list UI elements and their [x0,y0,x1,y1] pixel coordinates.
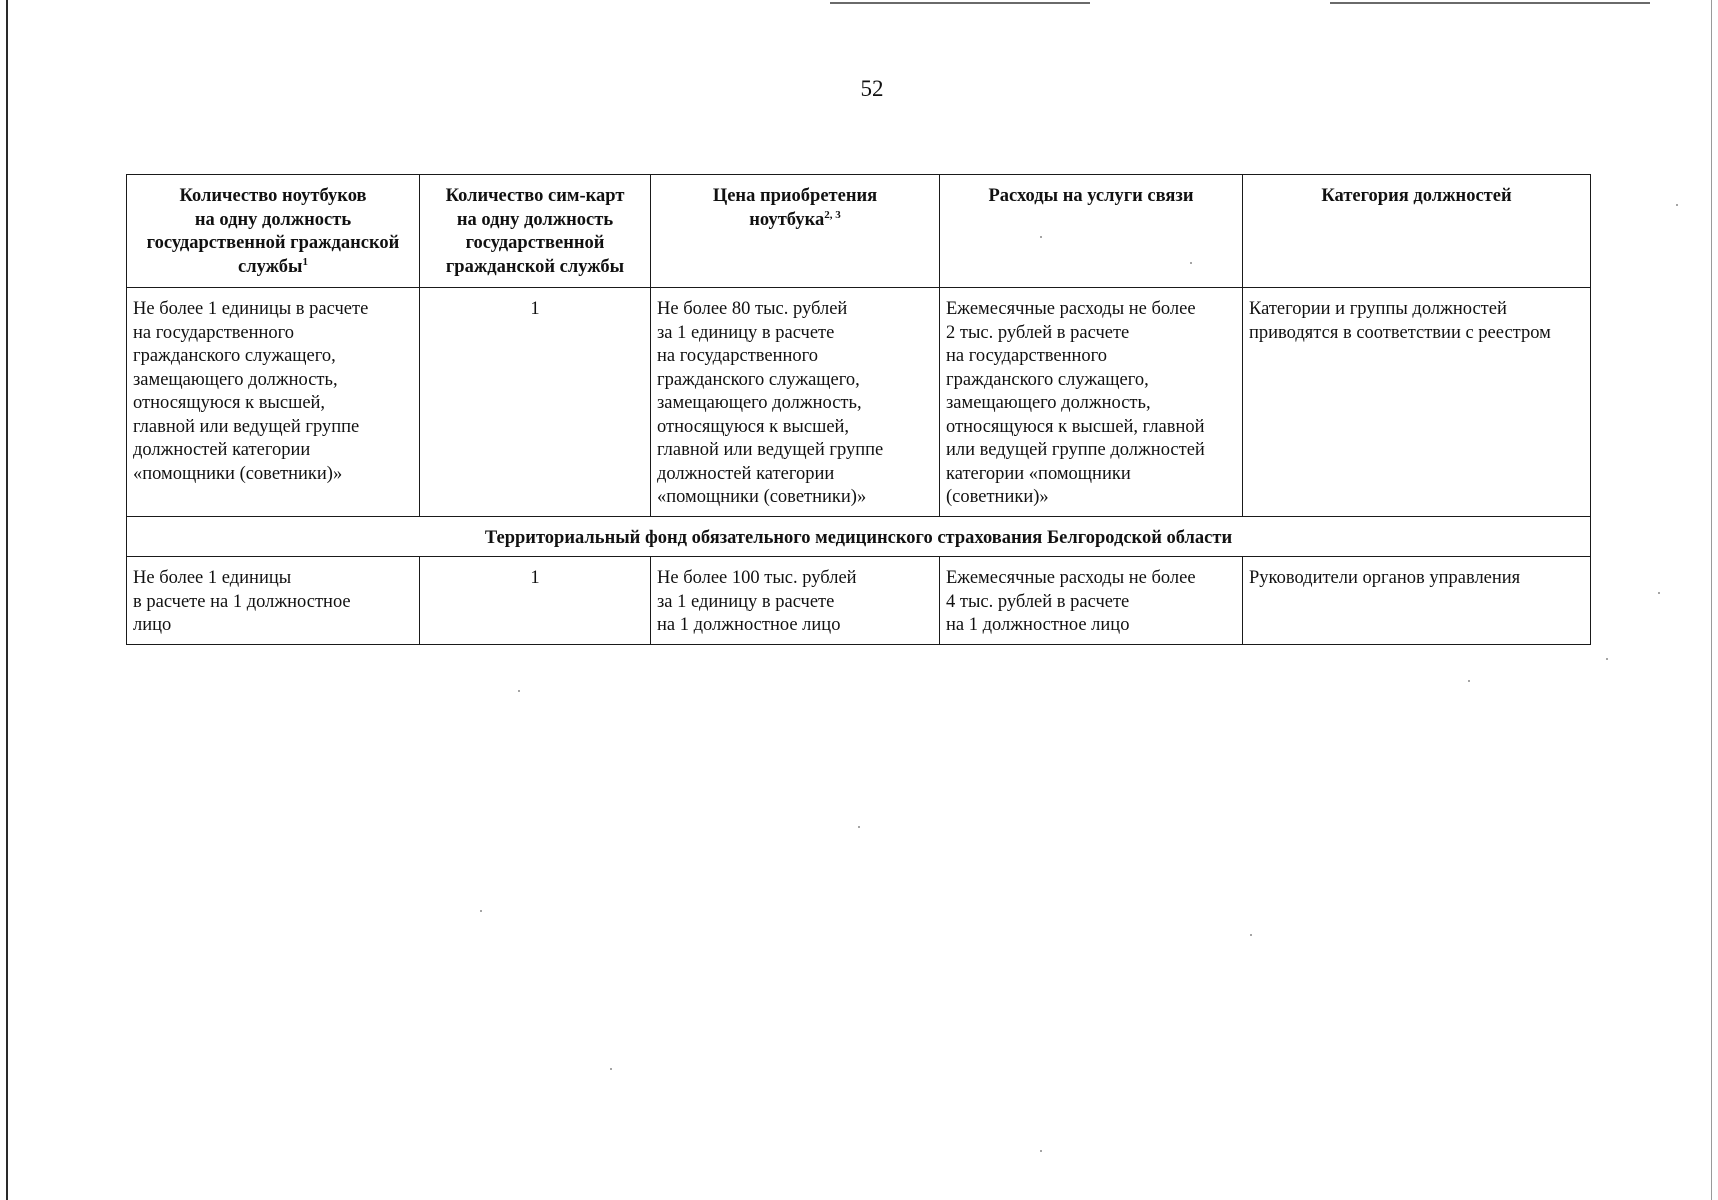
table-cell: Категории и группы должностей приводятся в соответствии с реестром [1243,288,1591,517]
section-title: Территориальный фонд обязательного медицинского страхования Белгородской области [127,516,1591,557]
expense-norms-table [126,174,1591,645]
scan-speck [1040,1150,1042,1152]
header-laptop-price: Цена приобретения ноутбука$^{2, 3}$ [651,175,940,288]
scan-speck [1040,236,1042,238]
header-sim-count: Количество сим-карт на одну должность государственной гражданской службы [420,175,651,288]
table-cell: 1 [420,288,651,517]
scan-speck [610,1068,612,1070]
section-row [127,516,1591,557]
table-cell: Не более 80 тыс. рублей за 1 единицу в расчете на государственного гражданского служащего, замещающего должность, относящуюся к высшей, главной или ведущей группе должностей категории «помощники (советники)» [651,288,940,517]
scan-speck [518,690,520,692]
scan-speck [858,826,860,828]
scan-top-mark [830,2,1090,4]
scan-speck [480,910,482,912]
scan-speck [1468,680,1470,682]
header-communication-costs: Расходы на услуги связи [940,175,1243,288]
scan-left-edge [6,0,8,1200]
table-cell: Ежемесячные расходы не более 2 тыс. рублей в расчете на государственного гражданского служащего, замещающего должность, относящуюся к высшей, главной или ведущей группе должностей категории «помощники (советники)» [940,288,1243,517]
scan-speck [1606,658,1608,660]
table-cell: Руководители органов управления [1243,557,1591,645]
scan-top-mark [1330,2,1650,4]
table-cell: 1 [420,557,651,645]
table-row [127,288,1591,517]
table-row [127,557,1591,645]
table-cell: Не более 1 единицы в расчете на 1 должностное лицо [127,557,420,645]
scan-speck [1676,204,1678,206]
scan-speck [1658,592,1660,594]
scan-speck [1250,934,1252,936]
table-header-row [127,175,1591,288]
header-position-category: Категория должностей [1243,175,1591,288]
header-laptops-count: Количество ноутбуков на одну должность государственной гражданской службы$^1$ [127,175,420,288]
scan-speck [1190,262,1192,264]
page-number: 52 [860,76,884,101]
table-cell: Ежемесячные расходы не более 4 тыс. рублей в расчете на 1 должностное лицо [940,557,1243,645]
table-cell: Не более 1 единицы в расчете на государственного гражданского служащего, замещающего должность, относящуюся к высшей, главной или ведущей группе должностей категории «помощники (советники)» [127,288,420,517]
table-cell: Не более 100 тыс. рублей за 1 единицу в расчете на 1 должностное лицо [651,557,940,645]
scan-right-edge [1711,0,1712,1200]
